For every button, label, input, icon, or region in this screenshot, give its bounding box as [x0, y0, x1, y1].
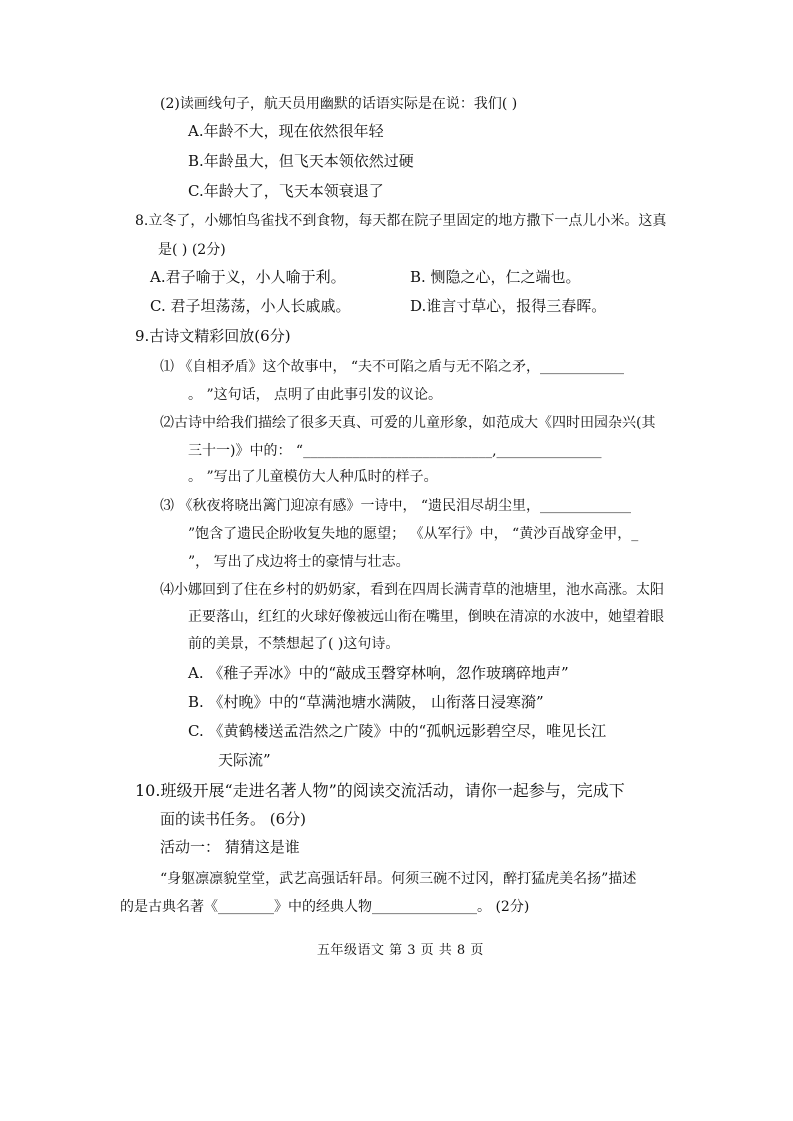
q9-4-option-c-line2: 天际流”	[218, 751, 271, 769]
q9-4-line3: 前的美景，不禁想起了( )这句诗。	[188, 636, 400, 652]
q7-2-option-c: C.年龄大了，飞天本领衰退了	[188, 182, 384, 200]
q7-2-stem: (2)读画线句子，航天员用幽默的话语实际是在说：我们( )	[160, 96, 518, 112]
q9-4-line1: ⑷小娜回到了住在乡村的奶奶家，看到在四周长满青草的池塘里，池水高涨。太阳	[160, 582, 664, 598]
q9-4-line2: 正要落山，红红的火球好像被远山衔在嘴里，倒映在清凉的水波中，她望着眼	[188, 609, 664, 625]
q8-option-b: B. 恻隐之心，仁之端也。	[410, 268, 581, 286]
q9-4-option-a: A. 《稚子弄冰》中的“敲成玉磬穿林响，忽作玻璃碎地声”	[188, 664, 569, 682]
q9-3-line2: ”饱含了遗民企盼收复失地的愿望； 《从军行》中， “黄沙百战穿金甲，_	[188, 526, 639, 542]
q9-1-line2: 。 ”这句话， 点明了由此事引发的议论。	[188, 387, 443, 403]
q8-stem-line2: 是( ) (2分)	[158, 242, 226, 258]
q9-3-line1: ⑶ 《秋夜将晓出篱门迎凉有感》一诗中， “遗民泪尽胡尘里，_____________	[160, 498, 632, 514]
q10-activity1: 活动一： 猜猜这是谁	[160, 838, 300, 856]
q7-2-option-b: B.年龄虽大，但飞天本领依然过硬	[188, 152, 414, 170]
q8-option-a: A.君子喻于义，小人喻于利。	[150, 268, 346, 286]
q10-text-line2: 的是古典名著《________》中的经典人物_______________。 (2分)	[120, 899, 530, 915]
q9-4-option-b: B. 《村晚》中的“草满池塘水满陂， 山衔落日浸寒漪”	[188, 693, 544, 711]
q9-1-line1: ⑴ 《自相矛盾》这个故事中， “夫不可陷之盾与无不陷之矛，____________	[160, 359, 625, 375]
q10-stem-line2: 面的读书任务。 (6分)	[160, 810, 307, 828]
q9-2-line3: 。 ”写出了儿童模仿大人种瓜时的样子。	[188, 469, 438, 485]
q9-2-line2: 三十一)》中的： “___________________________,_______________	[188, 443, 602, 459]
q8-stem-line1: 8.立冬了，小娜怕鸟雀找不到食物，每天都在院子里固定的地方撒下一点儿小米。这真	[135, 213, 667, 229]
q9-title: 9.古诗文精彩回放(6分)	[135, 327, 291, 345]
q8-option-d: D.谁言寸草心，报得三春晖。	[410, 297, 607, 315]
q9-3-line3: ”， 写出了戍边将士的豪情与壮志。	[188, 554, 410, 570]
q9-4-option-c-line1: C. 《黄鹤楼送孟浩然之广陵》中的“孤帆远影碧空尽，唯见长江	[188, 722, 607, 740]
q9-2-line1: ⑵古诗中给我们描绘了很多天真、可爱的儿童形象，如范成大《四时田园杂兴(其	[160, 415, 656, 431]
q7-2-option-a: A.年龄不大，现在依然很年轻	[188, 122, 384, 140]
q8-option-c: C. 君子坦荡荡，小人长戚戚。	[150, 297, 351, 315]
q10-text-line1: “身躯凛凛貌堂堂，武艺高强话轩昂。何须三碗不过冈，醉打猛虎美名扬”描述	[160, 871, 637, 887]
page-footer: 五年级语文 第 3 页 共 8 页	[317, 943, 484, 958]
q10-stem-line1: 10.班级开展“走进名著人物”的阅读交流活动，请你一起参与，完成下	[135, 781, 625, 800]
